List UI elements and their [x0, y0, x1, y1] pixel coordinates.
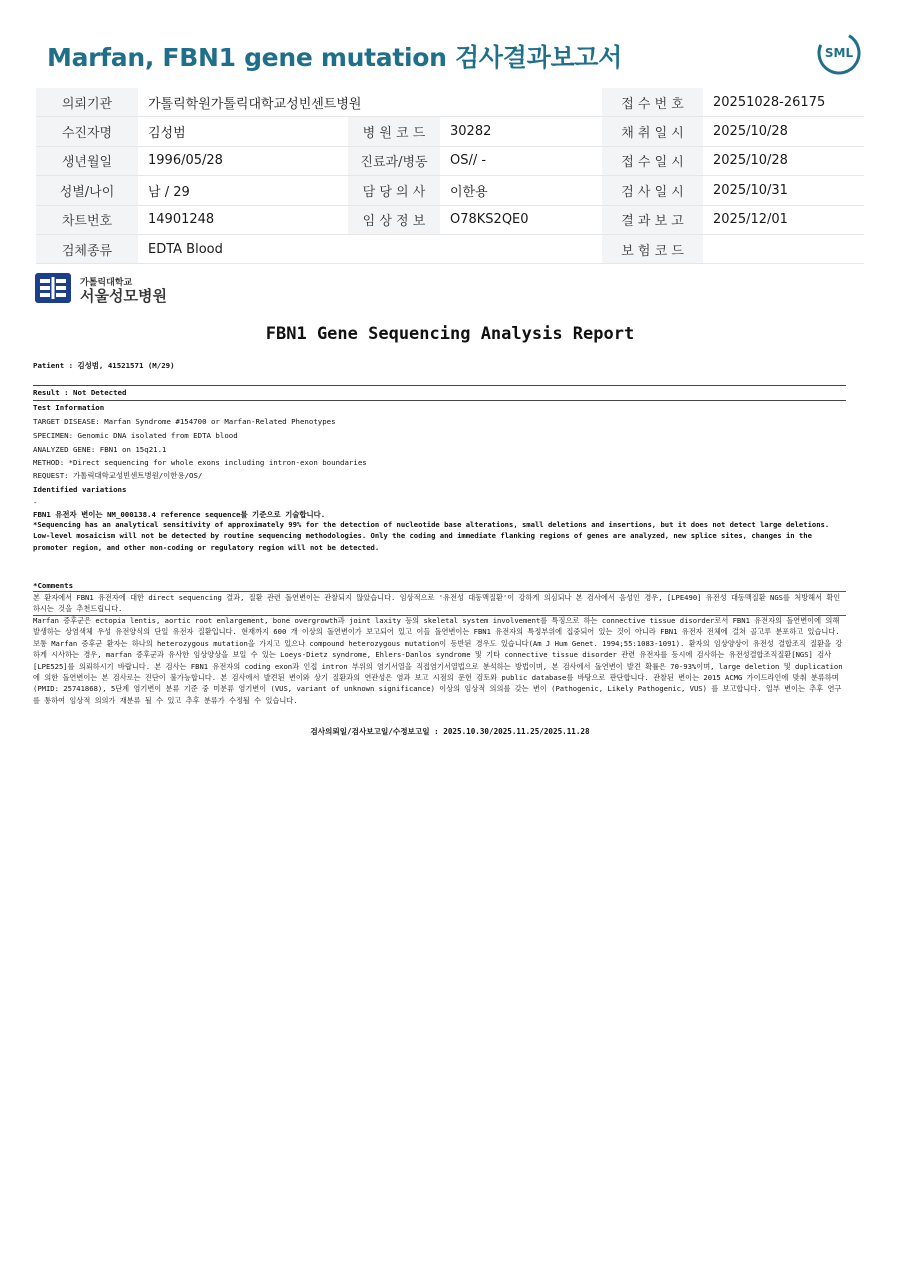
- patient-name-label: 수진자명: [36, 117, 138, 146]
- sensitivity-note: *Sequencing has an analytical sensitivity of approximately 99% for the detection of nucleotide base alterations, small deletions and insertions, but it does not detect large deletions. Low-level mosaicism will not be detected by routine sequencing methodologies. Only the coding and immediate flanking regions of genes are analyzed, new splice sites, changes in the promoter region, and other non-coding or regulatory region will not be detected.: [33, 520, 830, 552]
- clinical-info-value: O78KS2QE0: [440, 205, 602, 234]
- collection-date-label: 채 취 일 시: [602, 117, 703, 146]
- request-line: REQUEST: 가톨릭대학교성빈센트병원/이한용/OS/: [33, 471, 203, 480]
- hospital-small-name: 가톨릭대학교: [80, 278, 133, 288]
- method-line: METHOD: *Direct sequencing for whole exons including intron-exon boundaries: [33, 458, 367, 467]
- hospital-code-label: 병 원 코 드: [348, 117, 440, 146]
- result-line: Result : Not Detected: [33, 388, 127, 397]
- insurance-code-value: [703, 234, 864, 263]
- sex-age-label: 성별/나이: [36, 176, 138, 205]
- chart-no-label: 차트번호: [36, 205, 138, 234]
- comment-detail: Marfan 증후군은 ectopia lentis, aortic root enlargement, bone overgrowth과 joint laxity 등의 skeletal system involvement를 특징으로 하는 connective tissue disorder로서 FBN1 유전자의 돌연변이에 의해 발생하는 상염색체 우성 유전양식의 단일 유전자 질환입니다. 현재까지 600 개 이상의 돌연변이가 보고되어 있고 이들 돌연변이는 FBN1 유전자의 특정부위에 집중되어 있는 것이 아니라 FBN1 유전자 전체에 걸쳐 골고루 분포하고 있습니다. 보통 Marfan 증후군 환자는 하나의 heterozygous mutation을 가지고 있으나 compound heterozygous mutation이 동반된 경우도 있습니다(Am J Hum Genet. 1994;55:1083-1091). 환자의 임상양상이 유전성 결합조직 질환을 강하게 시사하는 경우, marfan 증후군과 유사한 임상양상을 보일 수 있는 Loeys-Dietz syndrome, Ehlers-Danlos syndrome 및 기타 connective tissue disorder 관련 유전자를 동시에 검사하는 유전성결합조직질환[NGS] 검사 [LPE525]를 의뢰하시기 바랍니다. 본 검사는 FBN1 유전자의 coding exon과 인접 intron 부위의 염기서열을 직접염기서열법으로 분석하는 방법이며, 본 검사에서 돌연변이 발견 확률은 70-93%이며, large deletion 및 duplication 에 의한 돌연변이는 본 검사로는 진단이 불가능합니다. 본 검사에서 발견된 변이와 상기 질환과의 연관성은 염과 보고 시점의 문헌 검토와 public database를 바탕으로 판단합니다. 관찰된 변이는 2015 ACMG 가이드라인에 맞춰 분류하며 (PMID: 25741868), 5단계 염기변이 분류 기준 중 미분류 염기변이 (VUS, variant of unknown significance) 이상의 임상적 의의를 갖는 변이 (Pathogenic, Likely Pathogenic, VUS) 를 보고합니다. 일부 변이는 추후 연구를 통하여 임상적 의의가 재분류 될 수 있고 추후 분류가 수정될 수 있습니다.: [33, 616, 843, 705]
- report-title: FBN1 Gene Sequencing Analysis Report: [265, 324, 635, 344]
- comments-heading: *Comments: [33, 581, 74, 590]
- dob-label: 생년월일: [36, 146, 138, 175]
- test-info-heading: Test Information: [33, 403, 105, 412]
- receipt-date-label: 접 수 일 시: [602, 146, 703, 175]
- dob-value: 1996/05/28: [138, 146, 348, 175]
- info-row: [36, 146, 864, 175]
- hospital-name: 서울성모병원: [80, 287, 167, 305]
- specimen-type-label: 검체종류: [36, 234, 138, 263]
- sml-logo: [816, 30, 862, 76]
- patient-name-value: 김성범: [138, 117, 348, 146]
- report-dates-footer: 검사의뢰일/검사보고일/수정보고일 : 2025.10.30/2025.11.25/2025.11.28: [310, 727, 590, 736]
- analyzed-gene: ANALYZED GENE: FBN1 on 15q21.1: [33, 445, 167, 454]
- department-label: 진료과/병동: [348, 146, 440, 175]
- collection-date-value: 2025/10/28: [703, 117, 864, 146]
- identified-value: -: [33, 498, 38, 507]
- info-row: [36, 176, 864, 205]
- clinical-info-label: 임 상 정 보: [348, 205, 440, 234]
- insurance-code-label: 보 험 코 드: [602, 234, 703, 263]
- receipt-date-value: 2025/10/28: [703, 146, 864, 175]
- info-row: [36, 117, 864, 146]
- hospital-emblem-icon: [34, 272, 72, 304]
- patient-line: Patient : 김성범, 41521571 (M/29): [33, 361, 175, 370]
- identified-heading: Identified variations: [33, 485, 127, 494]
- target-disease: TARGET DISEASE: Marfan Syndrome #154700 or Marfan-Related Phenotypes: [33, 417, 336, 426]
- sml-logo-text: SML: [824, 46, 854, 60]
- report-header-title: Marfan, FBN1 gene mutation 검사결과보고서: [47, 43, 623, 72]
- specimen-line: SPECIMEN: Genomic DNA isolated from EDTA blood: [33, 431, 238, 440]
- reference-line: FBN1 유전자 변이는 NM_000138.4 reference sequence를 기준으로 기술합니다.: [33, 510, 326, 519]
- doctor-label: 담 당 의 사: [348, 176, 440, 205]
- report-date-value: 2025/12/01: [703, 205, 864, 234]
- department-value: OS// -: [440, 146, 602, 175]
- report-date-label: 결 과 보 고: [602, 205, 703, 234]
- accession-no-label: 접 수 번 호: [602, 88, 703, 117]
- patient-info-table: [36, 88, 864, 264]
- accession-no-value: 20251028-26175: [703, 88, 864, 117]
- test-date-value: 2025/10/31: [703, 176, 864, 205]
- info-row: [36, 88, 864, 117]
- chart-no-value: 14901248: [138, 205, 348, 234]
- specimen-type-value: EDTA Blood: [138, 234, 602, 263]
- comment-summary: 본 환자에서 FBN1 유전자에 대한 direct sequencing 결과, 질환 관련 돌연변이는 관찰되지 않았습니다. 임상적으로 '유전성 대동맥질환'이 강하게 의심되나 본 검사에서 음성인 경우, [LPE490] 유전성 대동맥질환 NGS를 처방해서 확인하시는 것을 추천드립니다.: [33, 591, 846, 616]
- test-date-label: 검 사 일 시: [602, 176, 703, 205]
- divider: [33, 385, 846, 386]
- divider: [33, 400, 846, 401]
- hospital-code-value: 30282: [440, 117, 602, 146]
- requesting-institution-label: 의뢰기관: [36, 88, 138, 117]
- sex-age-value: 남 / 29: [138, 176, 348, 205]
- info-row: [36, 234, 864, 263]
- doctor-value: 이한용: [440, 176, 602, 205]
- requesting-institution-value: 가톨릭학원가톨릭대학교성빈센트병원: [138, 88, 602, 117]
- info-row: [36, 205, 864, 234]
